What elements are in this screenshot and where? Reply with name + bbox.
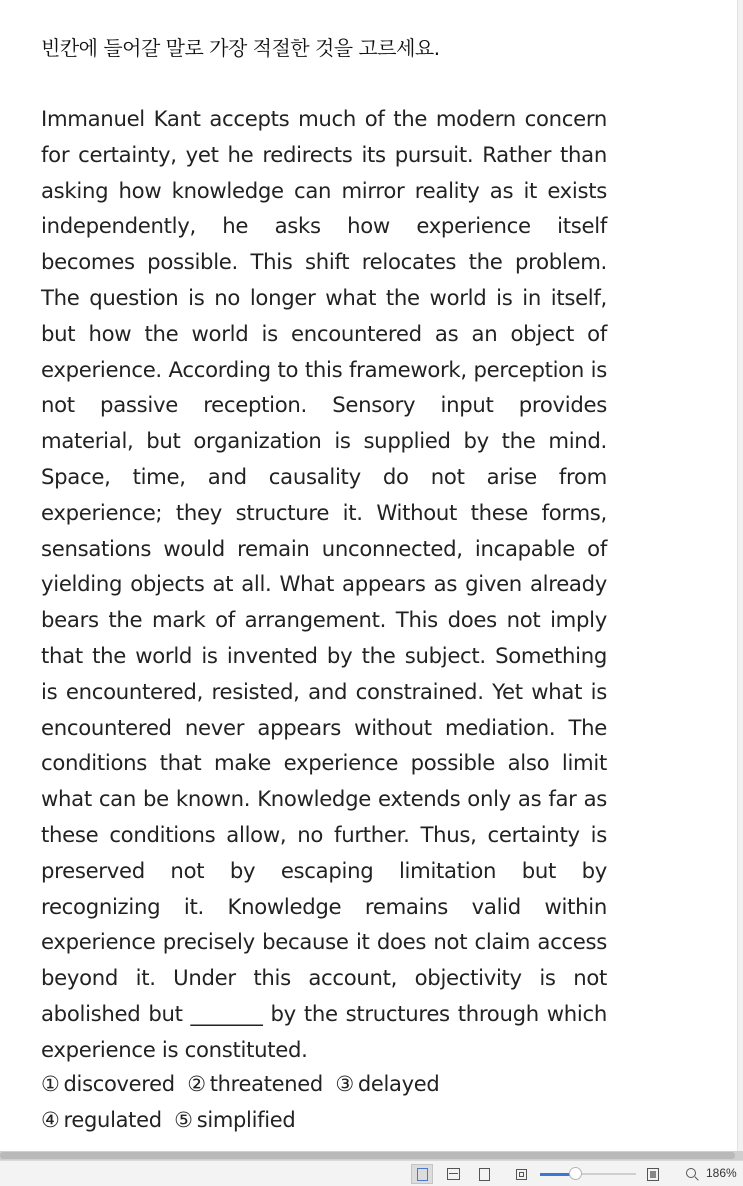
zoom-out-button[interactable] (510, 1164, 532, 1184)
zoom-in-button[interactable] (642, 1164, 664, 1184)
single-page-icon (417, 1168, 428, 1181)
passage-text: Immanuel Kant accepts much of the modern concern for certainty, yet he redirects its pursuit. Rather than asking how knowledge can mirror reality as it exists independently, he asks how experience itself becomes possible. This shift relocates the problem. The question is no longer what the world is in itself, but how the world is encountered as an object of experience. According to this framework, perception is not passive reception. Sensory input provides material, but organization is supplied by the mind. Space, time, and causality do not arise from experience; they structure it. Without these forms, sensations would remain unconnected, incapable of yielding objects at all. What appears as given already bears the mark of arrangement. This does not imply that the world is invented by the subject. Something is encountered, resisted, and constrained. Yet what is encountered never appears without mediation. The conditions that make experience possible also limit what can be known. Knowledge extends only as far as these conditions allow, no further. Thus, certainty is preserved not by escaping limitation but by recognizing it. Knowledge remains valid within experience precisely because it does not claim access beyond it. Under this account, objectivity is not abolished but _______ by the structures through which experience is constituted. (41, 106, 607, 1062)
question-title: 빈칸에 들어갈 말로 가장 적절한 것을 고르세요. (41, 36, 440, 60)
option-4[interactable] (41, 1108, 162, 1132)
fit-width-button[interactable] (442, 1164, 464, 1184)
zoom-out-icon (516, 1169, 527, 1180)
horizontal-scrollbar-thumb[interactable] (0, 1152, 735, 1159)
options-line-1 (41, 1067, 445, 1103)
search-icon[interactable] (686, 1168, 696, 1178)
option-number: ③ (335, 1072, 354, 1096)
two-page-icon (479, 1168, 490, 1181)
option-number: ⑤ (174, 1107, 193, 1132)
zoom-level[interactable]: 186% (706, 1166, 737, 1180)
options-line-2 (41, 1103, 445, 1139)
single-page-view-button[interactable] (411, 1164, 433, 1184)
option-5[interactable] (174, 1108, 295, 1132)
option-2[interactable] (187, 1072, 323, 1096)
fit-page-button[interactable] (473, 1164, 495, 1184)
answer-options (41, 1067, 445, 1139)
option-number: ④ (41, 1107, 60, 1132)
fit-width-icon (447, 1168, 460, 1180)
option-label: delayed (357, 1072, 440, 1096)
option-3[interactable] (335, 1072, 439, 1096)
option-1[interactable] (41, 1072, 175, 1096)
horizontal-scrollbar[interactable] (0, 1151, 743, 1160)
option-label: simplified (196, 1107, 296, 1132)
option-number: ② (187, 1072, 206, 1096)
option-label: discovered (63, 1072, 175, 1096)
zoom-slider-knob[interactable] (569, 1167, 582, 1180)
vertical-scroll-edge[interactable] (737, 0, 743, 1151)
option-number: ① (41, 1072, 60, 1096)
zoom-slider[interactable] (540, 1173, 636, 1175)
option-label: regulated (63, 1107, 162, 1132)
option-label: threatened (209, 1072, 323, 1096)
status-bar (0, 1160, 743, 1186)
zoom-in-icon (647, 1168, 659, 1181)
